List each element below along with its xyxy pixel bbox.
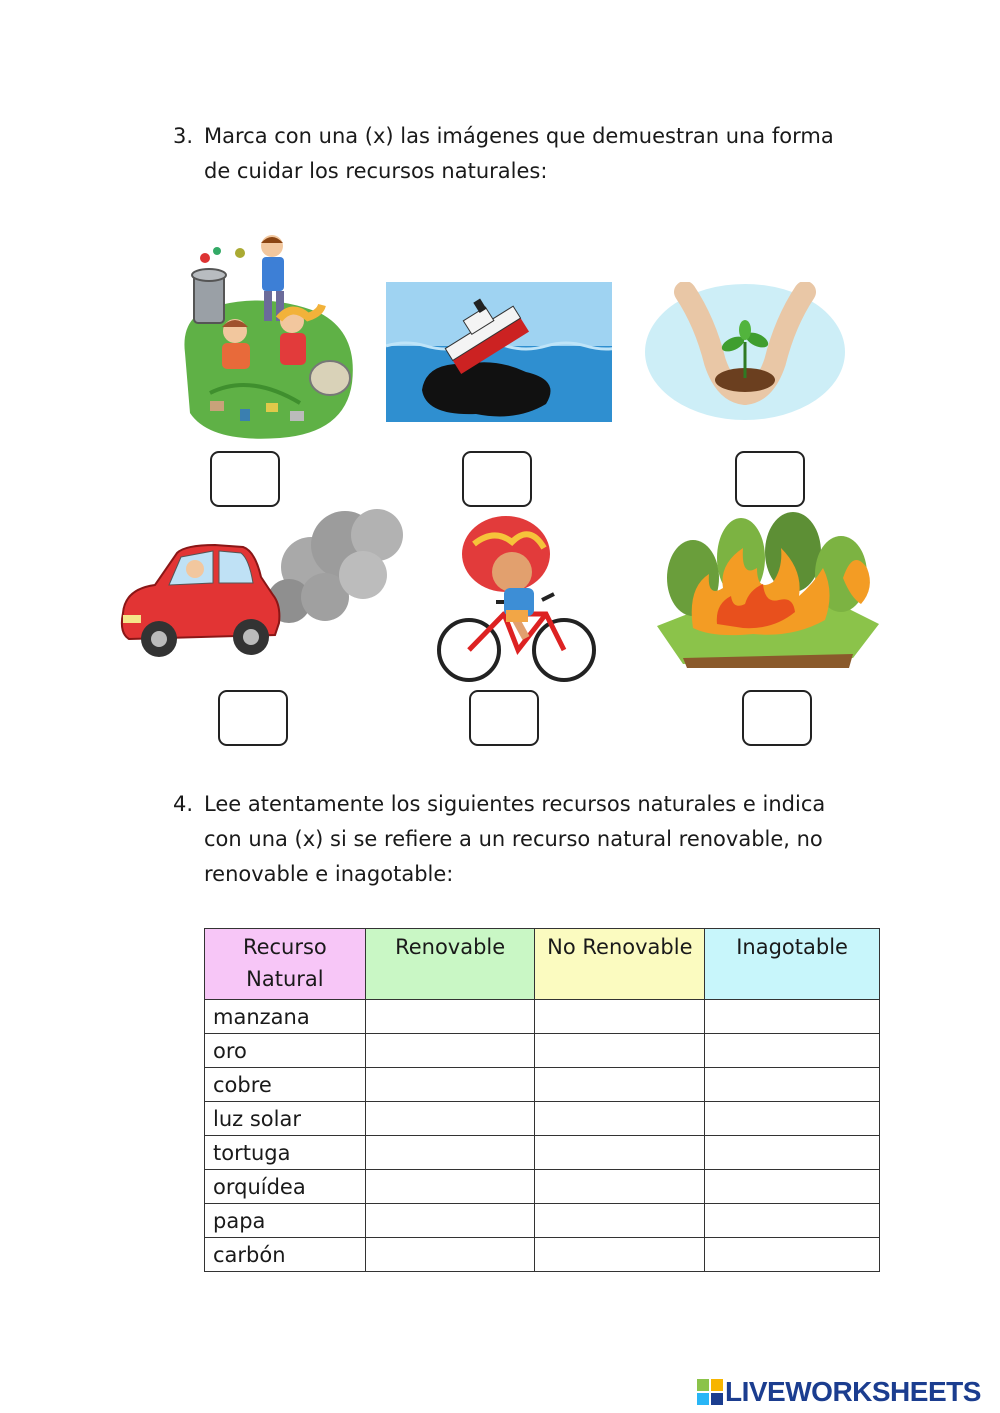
table-row [205, 1034, 880, 1068]
question-3-line-2: de cuidar los recursos naturales: [204, 159, 548, 183]
kids-cleaning-park-image [180, 233, 358, 443]
liveworksheets-logo-icon [697, 1379, 723, 1405]
answer-cell-inexhaustible[interactable] [705, 1170, 880, 1204]
answer-cell-inexhaustible[interactable] [705, 1102, 880, 1136]
answer-cell-non-renewable[interactable] [535, 1204, 705, 1238]
table-row [205, 1204, 880, 1238]
answer-cell-non-renewable[interactable] [535, 1000, 705, 1034]
question-3-line-1: Marca con una (x) las imágenes que demuestran una forma [204, 124, 834, 148]
answer-cell-renewable[interactable] [365, 1102, 535, 1136]
resource-name: carbón [205, 1238, 366, 1272]
checkbox-hands-seedling[interactable] [735, 451, 805, 507]
answer-cell-non-renewable[interactable] [535, 1102, 705, 1136]
question-4-line-3: renovable e inagotable: [204, 862, 454, 886]
resource-name: papa [205, 1204, 366, 1238]
header-resource [205, 929, 366, 1000]
resource-name: manzana [205, 1000, 366, 1034]
answer-cell-renewable[interactable] [365, 1000, 535, 1034]
car-smoke-image [115, 505, 405, 675]
question-3-text [204, 119, 834, 189]
answer-cell-renewable[interactable] [365, 1068, 535, 1102]
answer-cell-inexhaustible[interactable] [705, 1068, 880, 1102]
resource-name: orquídea [205, 1170, 366, 1204]
hands-seedling-image [645, 282, 845, 422]
question-4-line-2: con una (x) si se refiere a un recurso natural renovable, no [204, 827, 823, 851]
liveworksheets-logo [697, 1374, 981, 1410]
answer-cell-non-renewable[interactable] [535, 1238, 705, 1272]
checkbox-child-bicycle[interactable] [469, 690, 539, 746]
table-row [205, 1000, 880, 1034]
checkbox-oil-spill[interactable] [462, 451, 532, 507]
answer-cell-inexhaustible[interactable] [705, 1136, 880, 1170]
header-resource-line-2: Natural [246, 967, 324, 991]
answer-cell-renewable[interactable] [365, 1136, 535, 1170]
answer-cell-renewable[interactable] [365, 1238, 535, 1272]
table-row [205, 1068, 880, 1102]
table-row [205, 1102, 880, 1136]
answer-cell-non-renewable[interactable] [535, 1034, 705, 1068]
resource-name: cobre [205, 1068, 366, 1102]
table-row [205, 1136, 880, 1170]
answer-cell-non-renewable[interactable] [535, 1170, 705, 1204]
question-4-text [204, 787, 825, 892]
table-row [205, 1238, 880, 1272]
checkbox-forest-fire[interactable] [742, 690, 812, 746]
question-4-line-1: Lee atentamente los siguientes recursos naturales e indica [204, 792, 826, 816]
answer-cell-inexhaustible[interactable] [705, 1034, 880, 1068]
forest-fire-image [653, 508, 881, 668]
resource-table-body [205, 1000, 880, 1272]
header-renewable: Renovable [365, 929, 535, 1000]
resource-table [204, 928, 880, 1272]
liveworksheets-wordmark: LIVEWORKSHEETS [725, 1376, 981, 1407]
answer-cell-renewable[interactable] [365, 1170, 535, 1204]
resource-name: tortuga [205, 1136, 366, 1170]
question-3-number: 3. [173, 124, 194, 148]
resource-name: luz solar [205, 1102, 366, 1136]
answer-cell-inexhaustible[interactable] [705, 1000, 880, 1034]
answer-cell-non-renewable[interactable] [535, 1068, 705, 1102]
table-row [205, 1170, 880, 1204]
header-resource-line-1: Recurso [242, 935, 327, 959]
answer-cell-renewable[interactable] [365, 1034, 535, 1068]
answer-cell-renewable[interactable] [365, 1204, 535, 1238]
header-non-renewable: No Renovable [535, 929, 705, 1000]
answer-cell-inexhaustible[interactable] [705, 1204, 880, 1238]
checkbox-kids-cleaning-park[interactable] [210, 451, 280, 507]
question-4-number: 4. [173, 792, 194, 816]
answer-cell-non-renewable[interactable] [535, 1136, 705, 1170]
oil-spill-image [386, 282, 612, 422]
resource-name: oro [205, 1034, 366, 1068]
child-bicycle-image [434, 514, 598, 686]
answer-cell-inexhaustible[interactable] [705, 1238, 880, 1272]
header-inexhaustible: Inagotable [705, 929, 880, 1000]
checkbox-car-smoke[interactable] [218, 690, 288, 746]
